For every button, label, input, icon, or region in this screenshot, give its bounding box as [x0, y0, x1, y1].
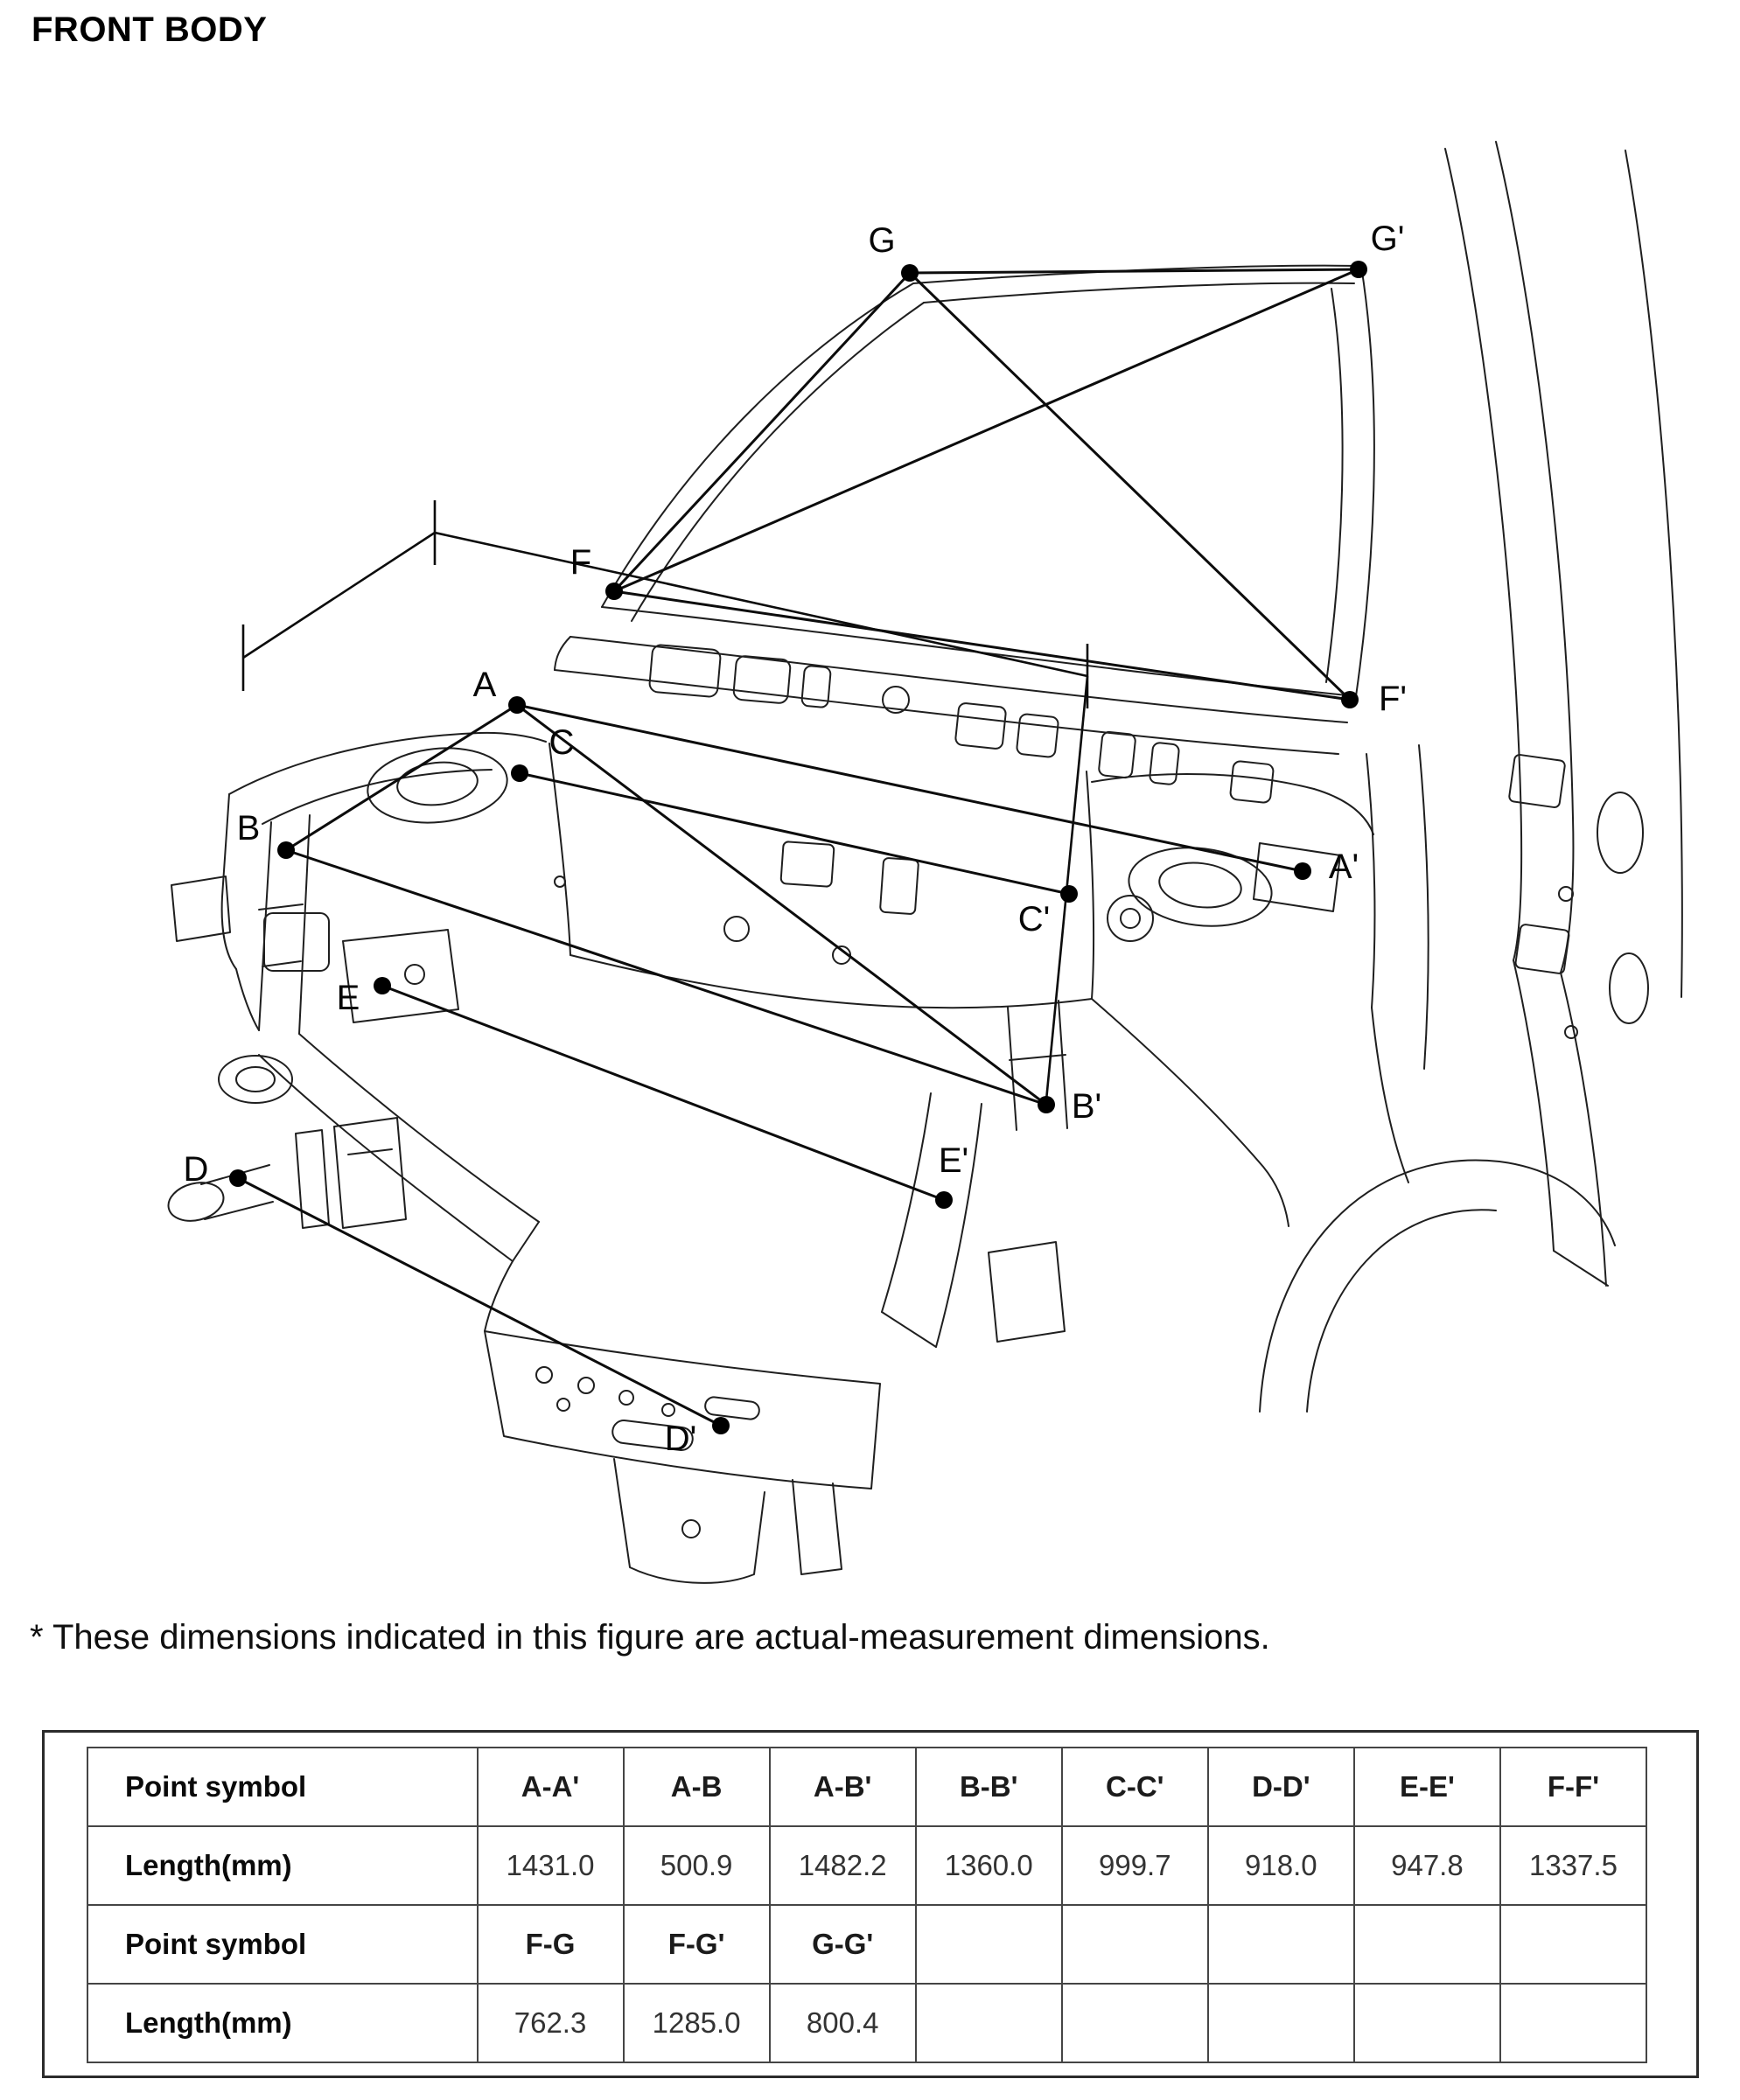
point-label-C': C' — [1017, 900, 1051, 938]
dimension-cell: A-B — [624, 1748, 770, 1826]
dimension-cell: 762.3 — [478, 1984, 624, 2062]
point-label-D': D' — [664, 1420, 697, 1458]
point-dot-G' — [1350, 261, 1367, 278]
empty-cell — [1062, 1984, 1208, 2062]
point-dot-E' — [935, 1191, 953, 1209]
dimension-cell: E-E' — [1354, 1748, 1500, 1826]
measure-line-F-F' — [614, 591, 1350, 700]
dimension-cell: 1337.5 — [1500, 1826, 1646, 1905]
point-label-B: B — [236, 809, 261, 848]
dimension-cell: F-G' — [624, 1905, 770, 1984]
empty-cell — [916, 1905, 1062, 1984]
dimension-cell: F-F' — [1500, 1748, 1646, 1826]
cowl-panel — [555, 637, 1347, 803]
point-label-A': A' — [1328, 848, 1359, 886]
engine-bay — [229, 733, 1429, 1226]
empty-cell — [1500, 1905, 1646, 1984]
empty-cell — [916, 1984, 1062, 2062]
dimension-cell: D-D' — [1208, 1748, 1354, 1826]
dimension-cell: 947.8 — [1354, 1826, 1500, 1905]
measure-line-F-G' — [614, 269, 1359, 591]
point-label-B': B' — [1071, 1087, 1102, 1126]
empty-cell — [1354, 1905, 1500, 1984]
dimension-cell: 1482.2 — [770, 1826, 916, 1905]
row-header: Point symbol — [87, 1905, 478, 1984]
point-label-G: G — [868, 221, 896, 260]
measure-line-G-G' — [910, 269, 1359, 273]
right-pillar-and-door — [1445, 142, 1682, 1286]
dimension-cell: 999.7 — [1062, 1826, 1208, 1905]
point-label-A: A — [472, 666, 497, 704]
dimension-cell: 1431.0 — [478, 1826, 624, 1905]
table-row-length — [87, 1826, 1646, 1905]
measure-line-A-B — [286, 705, 517, 850]
front-end-left — [171, 794, 458, 1103]
dimension-cell: C-C' — [1062, 1748, 1208, 1826]
empty-cell — [1354, 1984, 1500, 2062]
dimension-table-frame — [42, 1730, 1699, 2078]
page-title: FRONT BODY — [31, 10, 268, 49]
row-header: Length(mm) — [87, 1984, 478, 2062]
dimension-cell: G-G' — [770, 1905, 916, 1984]
point-dot-F' — [1341, 691, 1359, 708]
point-label-F: F — [570, 543, 592, 582]
table-row-symbol — [87, 1905, 1646, 1984]
point-dot-B — [277, 841, 295, 859]
point-dot-D — [229, 1169, 247, 1187]
dimension-cell: 918.0 — [1208, 1826, 1354, 1905]
measurement-note: * These dimensions indicated in this figure are actual-measurement dimensions. — [30, 1618, 1270, 1657]
frame-rails-and-crossmember — [164, 1034, 1065, 1583]
point-dot-A — [508, 696, 526, 714]
measure-line-A-B' — [517, 705, 1046, 1105]
empty-cell — [1500, 1984, 1646, 2062]
dimension-cell: 800.4 — [770, 1984, 916, 2062]
measure-line-D-D' — [238, 1178, 721, 1426]
table-row-symbol — [87, 1748, 1646, 1826]
point-dot-A' — [1294, 862, 1311, 880]
point-dot-D' — [712, 1417, 730, 1434]
empty-cell — [1062, 1905, 1208, 1984]
measure-line-B-B' — [286, 850, 1046, 1105]
row-header: Length(mm) — [87, 1826, 478, 1905]
point-dot-C' — [1060, 885, 1078, 903]
point-dot-F — [605, 583, 623, 600]
measurement-lines — [238, 269, 1359, 1426]
measure-line-E-E' — [382, 986, 944, 1200]
measure-line-G-F' — [910, 273, 1350, 700]
measure-line-A-A' — [517, 705, 1303, 871]
dimension-cell: B-B' — [916, 1748, 1062, 1826]
dimension-cell: A-A' — [478, 1748, 624, 1826]
point-label-F': F' — [1378, 680, 1408, 718]
dimension-cell: 1360.0 — [916, 1826, 1062, 1905]
point-dot-G — [901, 264, 919, 282]
dimension-cell: A-B' — [770, 1748, 916, 1826]
point-dot-C — [511, 764, 528, 782]
wheel-arch-right — [1260, 1161, 1615, 1412]
point-label-E: E — [336, 979, 360, 1017]
point-label-C: C — [549, 723, 575, 762]
point-label-D: D — [183, 1150, 209, 1189]
dimension-cell: 1285.0 — [624, 1984, 770, 2062]
measure-line-F-G — [614, 273, 910, 591]
dimension-cell: F-G — [478, 1905, 624, 1984]
point-label-G': G' — [1370, 220, 1405, 258]
row-header: Point symbol — [87, 1748, 478, 1826]
empty-cell — [1208, 1984, 1354, 2062]
point-dot-E — [374, 977, 391, 994]
empty-cell — [1208, 1905, 1354, 1984]
measure-line-C-C' — [520, 773, 1069, 894]
table-row-length — [87, 1984, 1646, 2062]
point-label-E': E' — [938, 1141, 969, 1180]
dimension-table — [87, 1747, 1647, 2063]
measurement-points — [184, 220, 1407, 1458]
point-dot-B' — [1038, 1096, 1055, 1113]
dimension-cell: 500.9 — [624, 1826, 770, 1905]
